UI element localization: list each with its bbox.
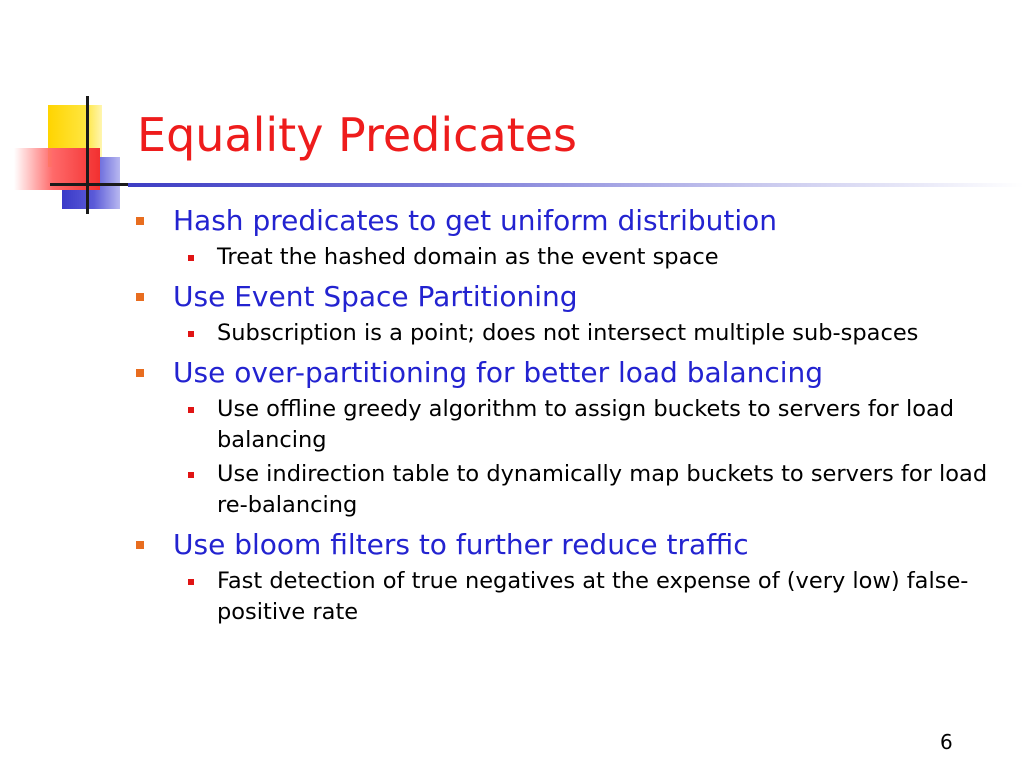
square-bullet-icon: [136, 217, 144, 225]
bullet-item: [128, 527, 998, 563]
sub-bullet-item: [128, 242, 998, 273]
sub-bullet-item: [128, 566, 998, 628]
bullet-text: Use bloom filters to further reduce traffic: [173, 528, 749, 561]
sub-bullet-text: Use offline greedy algorithm to assign buckets to servers for load balancing: [217, 396, 955, 453]
square-bullet-icon: [136, 369, 144, 377]
square-bullet-icon: [188, 472, 194, 478]
sub-bullet-text: Treat the hashed domain as the event space: [217, 244, 719, 270]
bullet-text: Use over-partitioning for better load balancing: [173, 356, 824, 389]
square-bullet-icon: [188, 331, 194, 337]
square-bullet-icon: [188, 407, 194, 413]
bullet-text: Hash predicates to get uniform distribution: [173, 204, 778, 237]
bullet-text: Use Event Space Partitioning: [173, 280, 578, 313]
slide-title: Equality Predicates: [137, 108, 577, 162]
title-underline-rule: [128, 183, 1024, 187]
logo-horizontal-line: [50, 183, 140, 186]
bullet-item: [128, 279, 998, 315]
bullet-list: [128, 203, 998, 628]
sub-bullet-text: Subscription is a point; does not intersect multiple sub-spaces: [217, 320, 919, 346]
page-number: 6: [940, 730, 953, 754]
square-bullet-icon: [188, 579, 194, 585]
sub-bullet-text: Use indirection table to dynamically map buckets to servers for load re-balancing: [217, 461, 988, 518]
sub-bullet-item: [128, 394, 998, 456]
square-bullet-icon: [136, 541, 144, 549]
square-bullet-icon: [188, 255, 194, 261]
sub-bullet-text: Fast detection of true negatives at the expense of (very low) false-positive rate: [217, 568, 969, 625]
bullet-item: [128, 203, 998, 239]
logo-vertical-line: [86, 96, 89, 214]
bullet-item: [128, 355, 998, 391]
square-bullet-icon: [136, 293, 144, 301]
sub-bullet-item: [128, 459, 998, 521]
sub-bullet-item: [128, 318, 998, 349]
